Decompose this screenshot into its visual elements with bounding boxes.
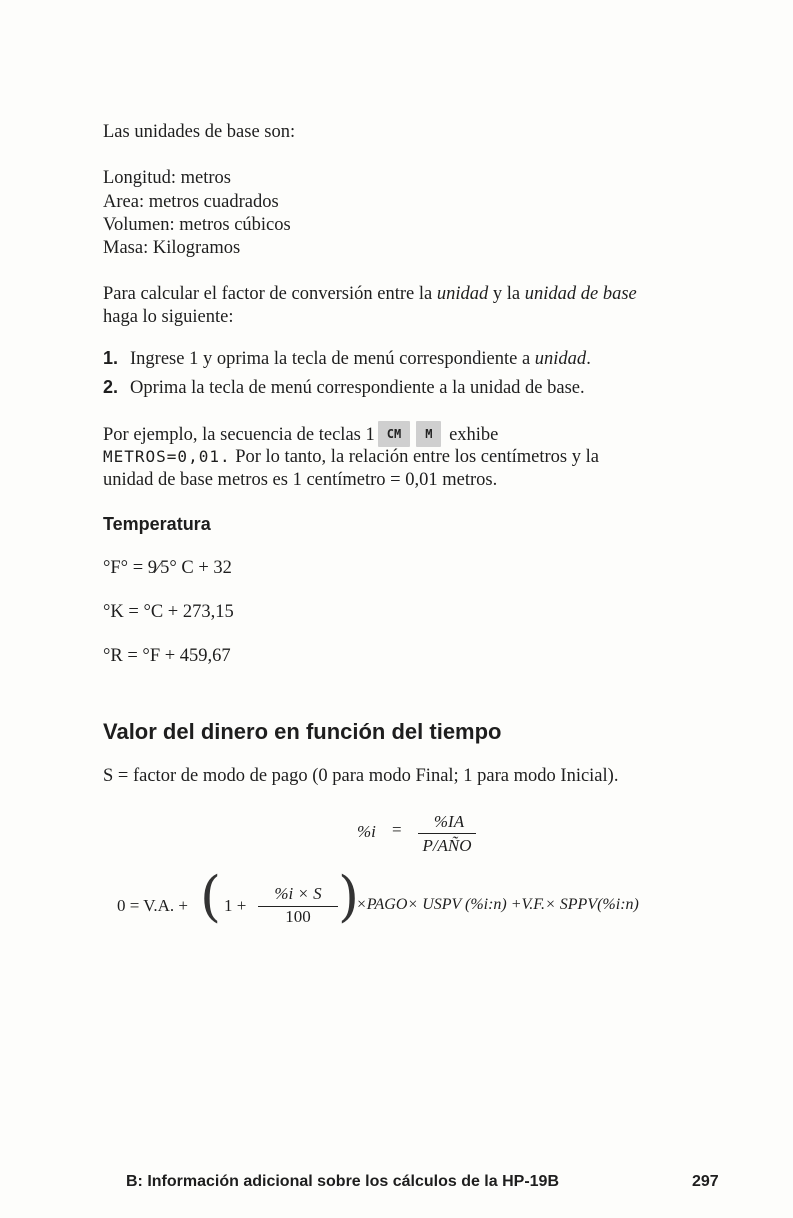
step-2-text: Oprima la tecla de menú correspondiente a la unidad de base. bbox=[130, 378, 585, 398]
step-1-emphasis: unidad bbox=[534, 349, 587, 369]
pct-i-times-s-numerator: %i × S bbox=[274, 884, 322, 903]
step-2 bbox=[103, 375, 585, 400]
conversion-unidad-de-base: unidad de base bbox=[524, 284, 637, 304]
p-ano-denominator: P/AÑO bbox=[422, 836, 472, 855]
step-1-text: Ingrese 1 y oprima la tecla de menú correspondiente a bbox=[130, 349, 535, 369]
tvm-eq-lhs bbox=[117, 896, 188, 916]
example-text: Por ejemplo, la secuencia de teclas 1 bbox=[103, 425, 375, 445]
temperature-formula-f: °F° = 9⁄5° C + 32 bbox=[103, 558, 232, 578]
base-unit-length: Longitud: metros bbox=[103, 168, 231, 188]
example-line3: unidad de base metros es 1 centímetro = 0,01 metros. bbox=[103, 470, 498, 490]
conversion-text-y-la: y la bbox=[488, 284, 525, 304]
conversion-text: Para calcular el factor de conversión entre la bbox=[103, 284, 437, 304]
temperature-formula-k: °K = °C + 273,15 bbox=[103, 602, 234, 622]
tvm-eq-lhs-text: 0 = V.A. + bbox=[117, 896, 188, 915]
example-line2-text: Por lo tanto, la relación entre los centímetros y la bbox=[230, 447, 599, 467]
base-unit-area: Area: metros cuadrados bbox=[103, 192, 279, 212]
footer-title: B: Información adicional sobre los cálculos de la HP-19B bbox=[126, 1173, 559, 1190]
conversion-unidad: unidad bbox=[436, 284, 489, 304]
base-unit-volume: Volumen: metros cúbicos bbox=[103, 215, 291, 235]
pct-ia-numerator: %IA bbox=[433, 812, 465, 831]
s-definition: S = factor de modo de pago (0 para modo Final; 1 para modo Inicial). bbox=[103, 766, 619, 786]
equals-sign: = bbox=[392, 820, 402, 839]
calculator-display-text: METROS=0,01. bbox=[103, 447, 231, 466]
temperature-heading: Temperatura bbox=[103, 514, 211, 534]
right-parenthesis: ) bbox=[338, 865, 360, 928]
tvm-heading: Valor del dinero en función del tiempo bbox=[103, 719, 502, 744]
tvm-eq-rhs: ×PAGO× USPV (%i:n) +V.F.× SPPV(%i:n) bbox=[356, 896, 639, 913]
one-plus: 1 + bbox=[224, 896, 247, 915]
left-parenthesis: ( bbox=[200, 865, 222, 928]
example-exhibe: exhibe bbox=[449, 425, 499, 445]
temperature-formula-r: °R = °F + 459,67 bbox=[103, 646, 231, 666]
conversion-paragraph-line1 bbox=[103, 282, 637, 306]
step-1 bbox=[103, 346, 591, 371]
step-1-end: . bbox=[586, 349, 591, 369]
fraction-bar-ia bbox=[418, 833, 476, 834]
m-menu-key: M bbox=[416, 421, 441, 447]
conversion-paragraph-line2: haga lo siguiente: bbox=[103, 307, 234, 327]
cm-menu-key: CM bbox=[378, 421, 410, 447]
base-units-intro: Las unidades de base son: bbox=[103, 122, 296, 142]
step-1-number: 1. bbox=[103, 348, 119, 368]
hundred-denominator: 100 bbox=[285, 907, 311, 926]
example-line2 bbox=[103, 445, 599, 469]
step-2-number: 2. bbox=[103, 377, 119, 397]
example-line1 bbox=[103, 421, 498, 447]
base-unit-mass: Masa: Kilogramos bbox=[103, 238, 241, 258]
pct-i-label: %i bbox=[357, 822, 376, 841]
page-number: 297 bbox=[692, 1173, 719, 1190]
